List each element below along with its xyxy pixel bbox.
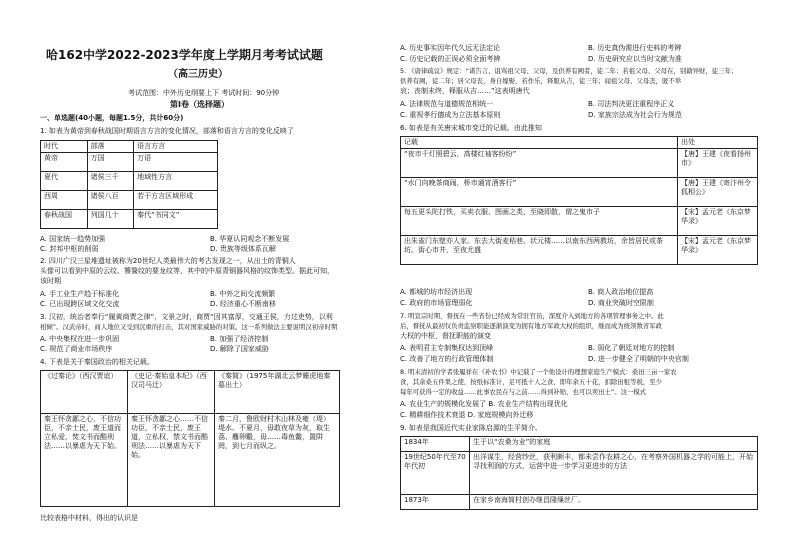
q4-stem: 4. 下表是关于秦国政治的相关记载。 [40, 358, 154, 366]
table-cell: 秦王怀贪鄙之心……不信功臣，不亲士民，废王道，立私权，禁文书而酷刑法……以暴虐为天下始。 [128, 414, 215, 507]
table-cell: 【唐】王建《夜看扬州市》 [678, 149, 758, 178]
q7-line: 后，督抚从最初仅负责监察职能逐渐演变为拥有地方军政大权的组织，继而成为统领数省军政 [400, 322, 663, 330]
q1-stem: 1. 如表为黄帝到春秋战国时期语言方言的变化情况，部落和语言方言的变化反映了 [40, 127, 294, 135]
q8-line: 食，其余桑五件果之使，按纸标准计，足可抵十人之食，即年余五十花，扣除田租等税，至少 [400, 378, 663, 386]
table-cell: 1873年 [401, 495, 470, 510]
q5-line: 哀；丧制未终，释服从吉……”这表明唐代 [400, 87, 530, 95]
q6-stem: 6. 如表是有关唐宋城市变迁的记载。由此推知 [400, 124, 542, 132]
table-cell: 秦二月，鲁欧财村木山林及雍（堤）堤水。不夏月，毋敢夜草为灰，取生荔、麛卵鷇，毋……毒鱼鳖，置阱罔，到七月而纵之。 [215, 414, 340, 507]
table-header-cell: 《秦简》（1975年湖北云梦睡虎地秦墓出土） [215, 371, 340, 414]
exam-title: 哈162中学2022-2023学年度上学期月考考试试题 [46, 48, 323, 62]
table-row [401, 452, 758, 495]
q2-line: 2. 四川广汉三星堆遗址被称为20世纪人类最伟大的考古发现之一，从出土的青铜人 [40, 257, 296, 265]
q8-line: 8. 明末清初的学者张履祥在《补农书》中记载了一个他设计的理想家庭生产模式：桑田三亩一家农 [400, 368, 677, 376]
table-cell: 西周 [41, 191, 88, 210]
q9-table [400, 436, 758, 510]
table-header-row [41, 371, 340, 414]
table-cell: 【唐】王建《寄汴州令狐相公》 [678, 178, 758, 207]
q6-option-a: A. 都城的坊市经济出现 [400, 288, 473, 296]
q8-options: A. 农业生产的规模化发展了 B. 农业生产结构出现优化 [400, 400, 568, 408]
q2-line: 头像可以看到中原的云纹、饕餮纹的要龙纹等，其中的中原青铜器风格的纹饰类型。据此可知， [40, 267, 334, 275]
table-row [401, 178, 758, 207]
q4-option-b: B. 历史真伪需进行史料的考辨 [588, 44, 682, 52]
q2-option-d: D. 经济重心不断南移 [210, 300, 276, 308]
table-row [401, 207, 758, 236]
q4-foot: 比较表格中材料，得出的认识是 [40, 514, 138, 522]
table-header-cell: 《史记·秦始皇本纪》（西汉司马迁） [128, 371, 215, 414]
q6-option-b: B. 商人政治地位提高 [588, 288, 654, 296]
table-cell: 生于以“农桑为业”的家庭 [470, 437, 758, 452]
q1-option-c: C. 封邦中枢的削弱 [40, 245, 99, 253]
table-header-cell: 时代 [41, 141, 88, 153]
table-cell: 1834年 [401, 437, 470, 452]
table-cell: “水门向晚茶商闹，桥市通宵酒客行” [401, 178, 678, 207]
table-row [401, 236, 758, 265]
table-cell: 秦王怀贪鄙之心，不信功臣，不亲士民，废王道而立私爱，焚文书而酷刑法……以暴虐为天下始。 [41, 414, 128, 507]
table-row [41, 210, 218, 229]
q6-option-c: C. 政府的市场管理弱化 [400, 299, 473, 307]
q2-option-c: C. 已出现跨区域文化交流 [40, 300, 120, 308]
q5-line: 5. 《唐律疏议》规定：“诸告言、诅骂祖父母、父母，及供养有阙者，徒二年；若祖父母、父母在，别籍异财，徒三年； [400, 67, 738, 75]
table-row [41, 191, 218, 210]
q8-options: C. 精耕细作技术衰退 D. 家庭规模向外迁移 [400, 411, 534, 419]
table-cell: “夜市千灯照碧云，高楼红袖客纷纷” [401, 149, 678, 178]
q7-option-a: A. 表明君主专制集权达到顶峰 [400, 344, 494, 352]
q2-line: 该时期 [40, 277, 61, 285]
q3-line: 相倾”。汉武帝时，商人地位又受到沉重的打击，其对国家威胁的对策。这一系列做法主要说明汉初帝时期 [40, 323, 338, 331]
table-cell: 地域性方言 [134, 172, 218, 191]
table-header-cell: 出处 [678, 137, 758, 149]
q1-option-b: B. 华夏认同观念不断发展 [210, 235, 290, 243]
q5-option-b: B. 司法判决更注重程序正义 [588, 100, 675, 108]
table-row [401, 437, 758, 452]
table-header-cell: 部落 [87, 141, 134, 153]
left-column [40, 0, 388, 560]
q3-option-b: B. 加强了经济控制 [210, 335, 269, 343]
q5-option-d: D. 家族宗法成为社会行为规范 [588, 111, 682, 119]
table-header-cell: 记载 [401, 137, 678, 149]
table-cell: 秦代“书同文” [134, 210, 218, 229]
q5-option-c: C. 重视孝行德成为立法基本原则 [400, 111, 501, 119]
table-row [41, 153, 218, 172]
q2-option-b: B. 中外之间交流频繁 [210, 290, 276, 298]
exam-scope: 考试范围：中外历史纲要上下 考试时间：90分钟 [128, 89, 280, 97]
q3-line: 3. 汉初，统治者奉行“履黄商贾之律”，文景之时，商贾“因其富厚，交通王侯，力过吏势，以利 [40, 313, 333, 321]
table-cell: 诸侯八百 [87, 191, 134, 210]
q7-option-b: B. 弱化了朝廷对地方的控制 [588, 344, 675, 352]
table-cell: 【宋】孟元老《东京梦华录》 [678, 207, 758, 236]
table-header-row [401, 137, 758, 149]
q4-option-d: D. 历史研究应以当时文献为准 [588, 55, 682, 63]
section-heading: 一、单选题(40小题，每题1.5分，共计60分) [40, 114, 184, 122]
q6-table [400, 136, 758, 265]
q7-line: 大权的中枢，督抚职能的演变 [400, 332, 491, 340]
table-cell: 【宋】孟元老《东京梦华录》 [678, 236, 758, 265]
exam-subtitle: （高三历史） [168, 69, 228, 80]
table-row [401, 495, 758, 510]
table-cell: 万语 [134, 153, 218, 172]
table-cell: 列国几十 [87, 210, 134, 229]
q4-option-c: C. 历史记载的正误必须全面考辨 [400, 55, 501, 63]
q1-option-a: A. 国家统一趋势加强 [40, 235, 106, 243]
q8-line: 每年可获得一定的收益……此事农民在与之前……得到补贴，也可以卖田土”。这一模式 [400, 388, 647, 396]
table-cell: 春秋战国 [41, 210, 88, 229]
q7-option-c: C. 改善了地方的行政管理体制 [400, 355, 494, 363]
q3-option-c: C. 规范了商业市场秩序 [40, 345, 113, 353]
table-row [41, 172, 218, 191]
q7-option-d: D. 进一步健全了明朝的中央官制 [588, 355, 689, 363]
right-column [400, 0, 760, 560]
q6-option-d: D. 商业突破时空限制 [588, 299, 654, 307]
q3-option-a: A. 中央集权在进一步巩固 [40, 335, 120, 343]
table-row [41, 414, 340, 507]
table-cell: 出洋谋生，经营纱丝，获利颇丰，都未尝作农耕之心，在考察外国机器之学的可能上，开始寻找利润的方式，运营中进一步学习更进步的方法 [470, 452, 758, 495]
table-cell: 诸侯三千 [87, 172, 134, 191]
part-heading: 第Ⅰ卷（选择题） [170, 100, 229, 109]
q2-option-a: A. 手工业生产趋于标准化 [40, 290, 120, 298]
table-row [401, 149, 758, 178]
table-cell: 黄帝 [41, 153, 88, 172]
table-cell: 19世纪50年代至70年代初 [401, 452, 470, 495]
q7-line: 7. 明宣宗时期，督抚在一些省份已经成为常驻官员，深度介入到地方的各项管理事务之中。此 [400, 312, 664, 320]
table-header-cell: 《过秦论》（西汉贾谊） [41, 371, 128, 414]
table-header-row [41, 141, 218, 153]
table-cell: 每五更头陀打铁，买卖衣服、图画之类，至晓即散，谓之鬼市子 [401, 207, 678, 236]
q5-option-a: A. 法律规范与道德规范相统一 [400, 100, 494, 108]
table-cell: 在家乡南海简村创办继昌隆缫丝厂。 [470, 495, 758, 510]
table-cell: 出朱雀门东壁亦人家。东去大街麦秸巷、状元楼……以南东西两教坊，余皆居民或茶坊。街心市井，至夜尤盛 [401, 236, 678, 265]
table-cell: 夏代 [41, 172, 88, 191]
table-header-cell: 语言方言 [134, 141, 218, 153]
q3-option-d: D. 解除了国家威胁 [210, 345, 269, 353]
table-cell: 万国 [87, 153, 134, 172]
q1-option-d: D. 贵族等级体系瓦解 [210, 245, 276, 253]
table-cell: 若干方言区域形成 [134, 191, 218, 210]
q4-table [40, 370, 340, 507]
q4-option-a: A. 历史事实因年代久远无法定论 [400, 44, 501, 52]
q9-stem: 9. 如表是我国近代实业家陈启源的生平简介。 [400, 424, 542, 432]
q1-table [40, 140, 218, 229]
q5-line: 供养有阙，徒二年；居父母丧，身自嫁娶，若作乐，释服从吉，徒三年；闻祖父母、父母丧，匿不举 [400, 77, 682, 85]
